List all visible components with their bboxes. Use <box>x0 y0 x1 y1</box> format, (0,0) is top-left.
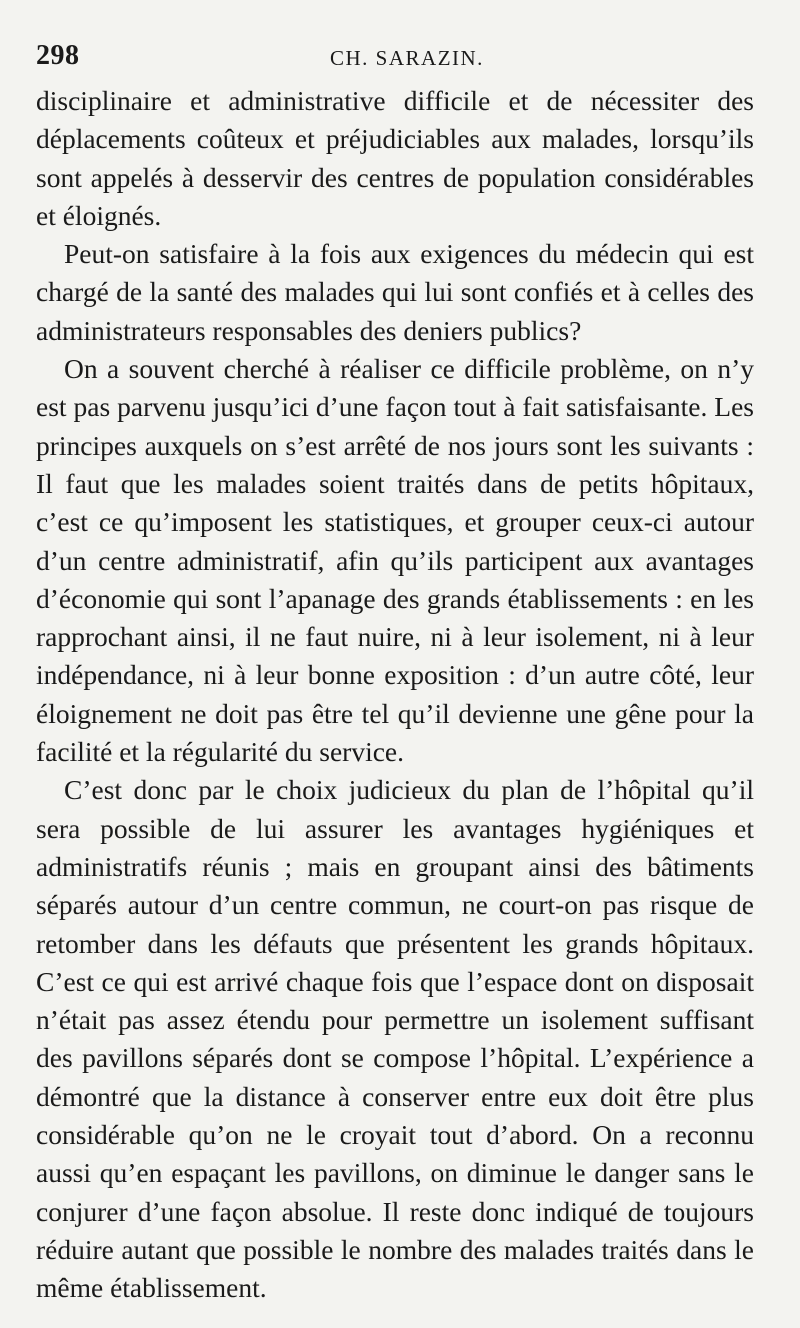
running-head <box>36 40 756 80</box>
paragraph-1: disciplinaire et administrative difficile et de nécessiter des déplacements coûteux et préjudiciables aux malades, lorsqu’ils sont appelés à desservir des centres de population considérables et éloignés. <box>36 85 754 231</box>
paragraph-3: On a souvent cherché à réaliser ce difficile problème, on n’y est pas parvenu jusqu’ici d’une façon tout à fait satisfaisante. Les principes auxquels on s’est arrêté de nos jours sont les suivants : Il faut que les malades soient traités dans de petits hôpitaux, c’est ce qu’imposent les statistiques, et grouper ceux-ci autour d’un centre administratif, afin qu’ils participent aux avantages d’économie qui sont l’apanage des grands établissements : en les rapprochant ainsi, il ne faut nuire, ni à leur isolement, ni à leur indépendance, ni à leur bonne exposition : d’un autre côté, leur éloignement ne doit pas être tel qu’il devienne une gêne pour la facilité et la régularité du service. <box>36 353 754 768</box>
paragraph-2: Peut-on satisfaire à la fois aux exigences du médecin qui est chargé de la santé des malades qui lui sont confiés et à celles des administrateurs responsables des deniers publics? <box>36 238 754 346</box>
running-title: CH. SARAZIN. <box>330 46 484 70</box>
page-number: 298 <box>36 40 80 71</box>
body-text <box>36 82 754 1308</box>
paragraph-4: C’est donc par le choix judicieux du plan de l’hôpital qu’il sera possible de lui assurer les avantages hygiéniques et administratifs réunis ; mais en groupant ainsi des bâtiments séparés autour d’un centre commun, ne court-on pas risque de retomber dans les défauts que présentent les grands hôpitaux. C’est ce qui est arrivé chaque fois que l’espace dont on disposait n’était pas assez étendu pour permettre un isolement suffisant des pavillons séparés dont se compose l’hôpital. L’expérience a démontré que la distance à conserver entre eux doit être plus considérable qu’on ne le croyait tout d’abord. On a reconnu aussi qu’en espaçant les pavillons, on diminue le danger sans le conjurer d’une façon absolue. Il reste donc indiqué de toujours réduire autant que possible le nombre des malades traités dans le même établissement. <box>36 774 754 1304</box>
